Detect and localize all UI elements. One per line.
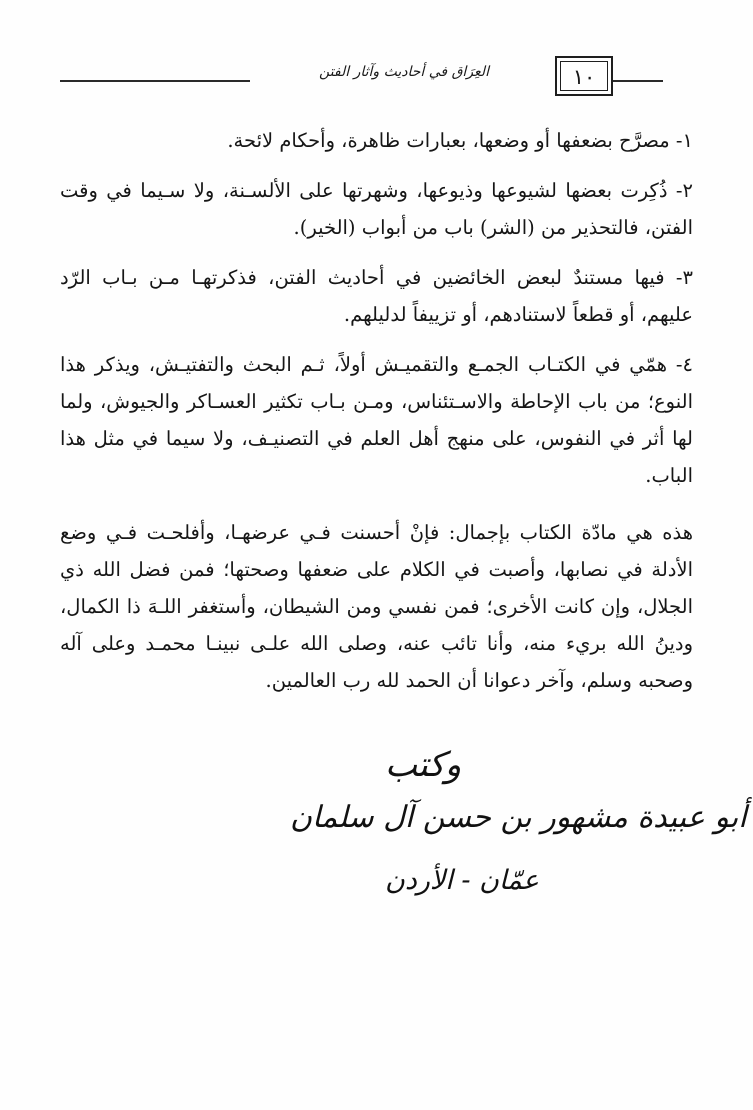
signature-line-author: أبو عبيدة مشهور بن حسن آل سلمان [290,800,747,835]
paragraph-point-1: ١- مصرَّح بضعفها أو وضعها، بعبارات ظاهرة، وأحكام لائحة. [227,129,693,152]
paragraph-point-4: ٤- همّي في الكتـاب الجمـع والتقميـش أولاً، ثـم البحث والتفتيـش، ويذكر هذا النوع؛ من باب الإحاطة والاسـتئناس، ومـن بـاب تكثير العسـاكر والجيوش، ولما لها أثر في النفوس، على منهج أهل العلم في التصنيـف، ولا سيما في مثل هذا الباب. [60,353,693,487]
page-number: ١٠ [572,65,596,89]
page-number-box [555,56,613,96]
header-rule-left [60,80,250,82]
signature-line-wrote: وكتب [385,745,462,785]
paragraph-conclusion: هذه هي مادّة الكتاب بإجمال: فإنْ أحسنت فـي عرضهـا، وأفلحـت فـي وضع الأدلة في نصابها، وأصبت في الكلام على ضعفها وصحتها؛ فمن فضل الله ذي الجلال، وإن كانت الأخرى؛ فمن نفسي ومن الشيطان، وأستغفر اللـهَ ذا الكمال، ودينُ الله بريء منه، وأنا تائب عنه، وصلى الله علـى نبينـا محمـد وعلى آله وصحبه وسلم، وآخر دعوانا أن الحمد لله رب العالمين. [60,521,693,692]
signature-line-place: عمّان - الأردن [385,865,539,896]
paragraph-point-3: ٣- فيها مستندٌ لبعض الخائضين في أحاديث الفتن، فذكرتهـا مـن بـاب الرّد عليهم، أو قطعاً لاستنادهم، أو تزييفاً لدليلهم. [60,266,693,326]
running-header-title: العِرَاق في أحاديث وآثار الفتن [319,64,489,80]
header-rule-right [613,80,663,82]
handwritten-signature [290,745,747,920]
body-text [60,122,693,712]
paragraph-point-2: ٢- ذُكِرت بعضها لشيوعها وذيوعها، وشهرتها على الألسـنة، ولا سـيما في وقت الفتن، فالتحذير من (الشر) باب من أبواب (الخير). [60,179,693,239]
